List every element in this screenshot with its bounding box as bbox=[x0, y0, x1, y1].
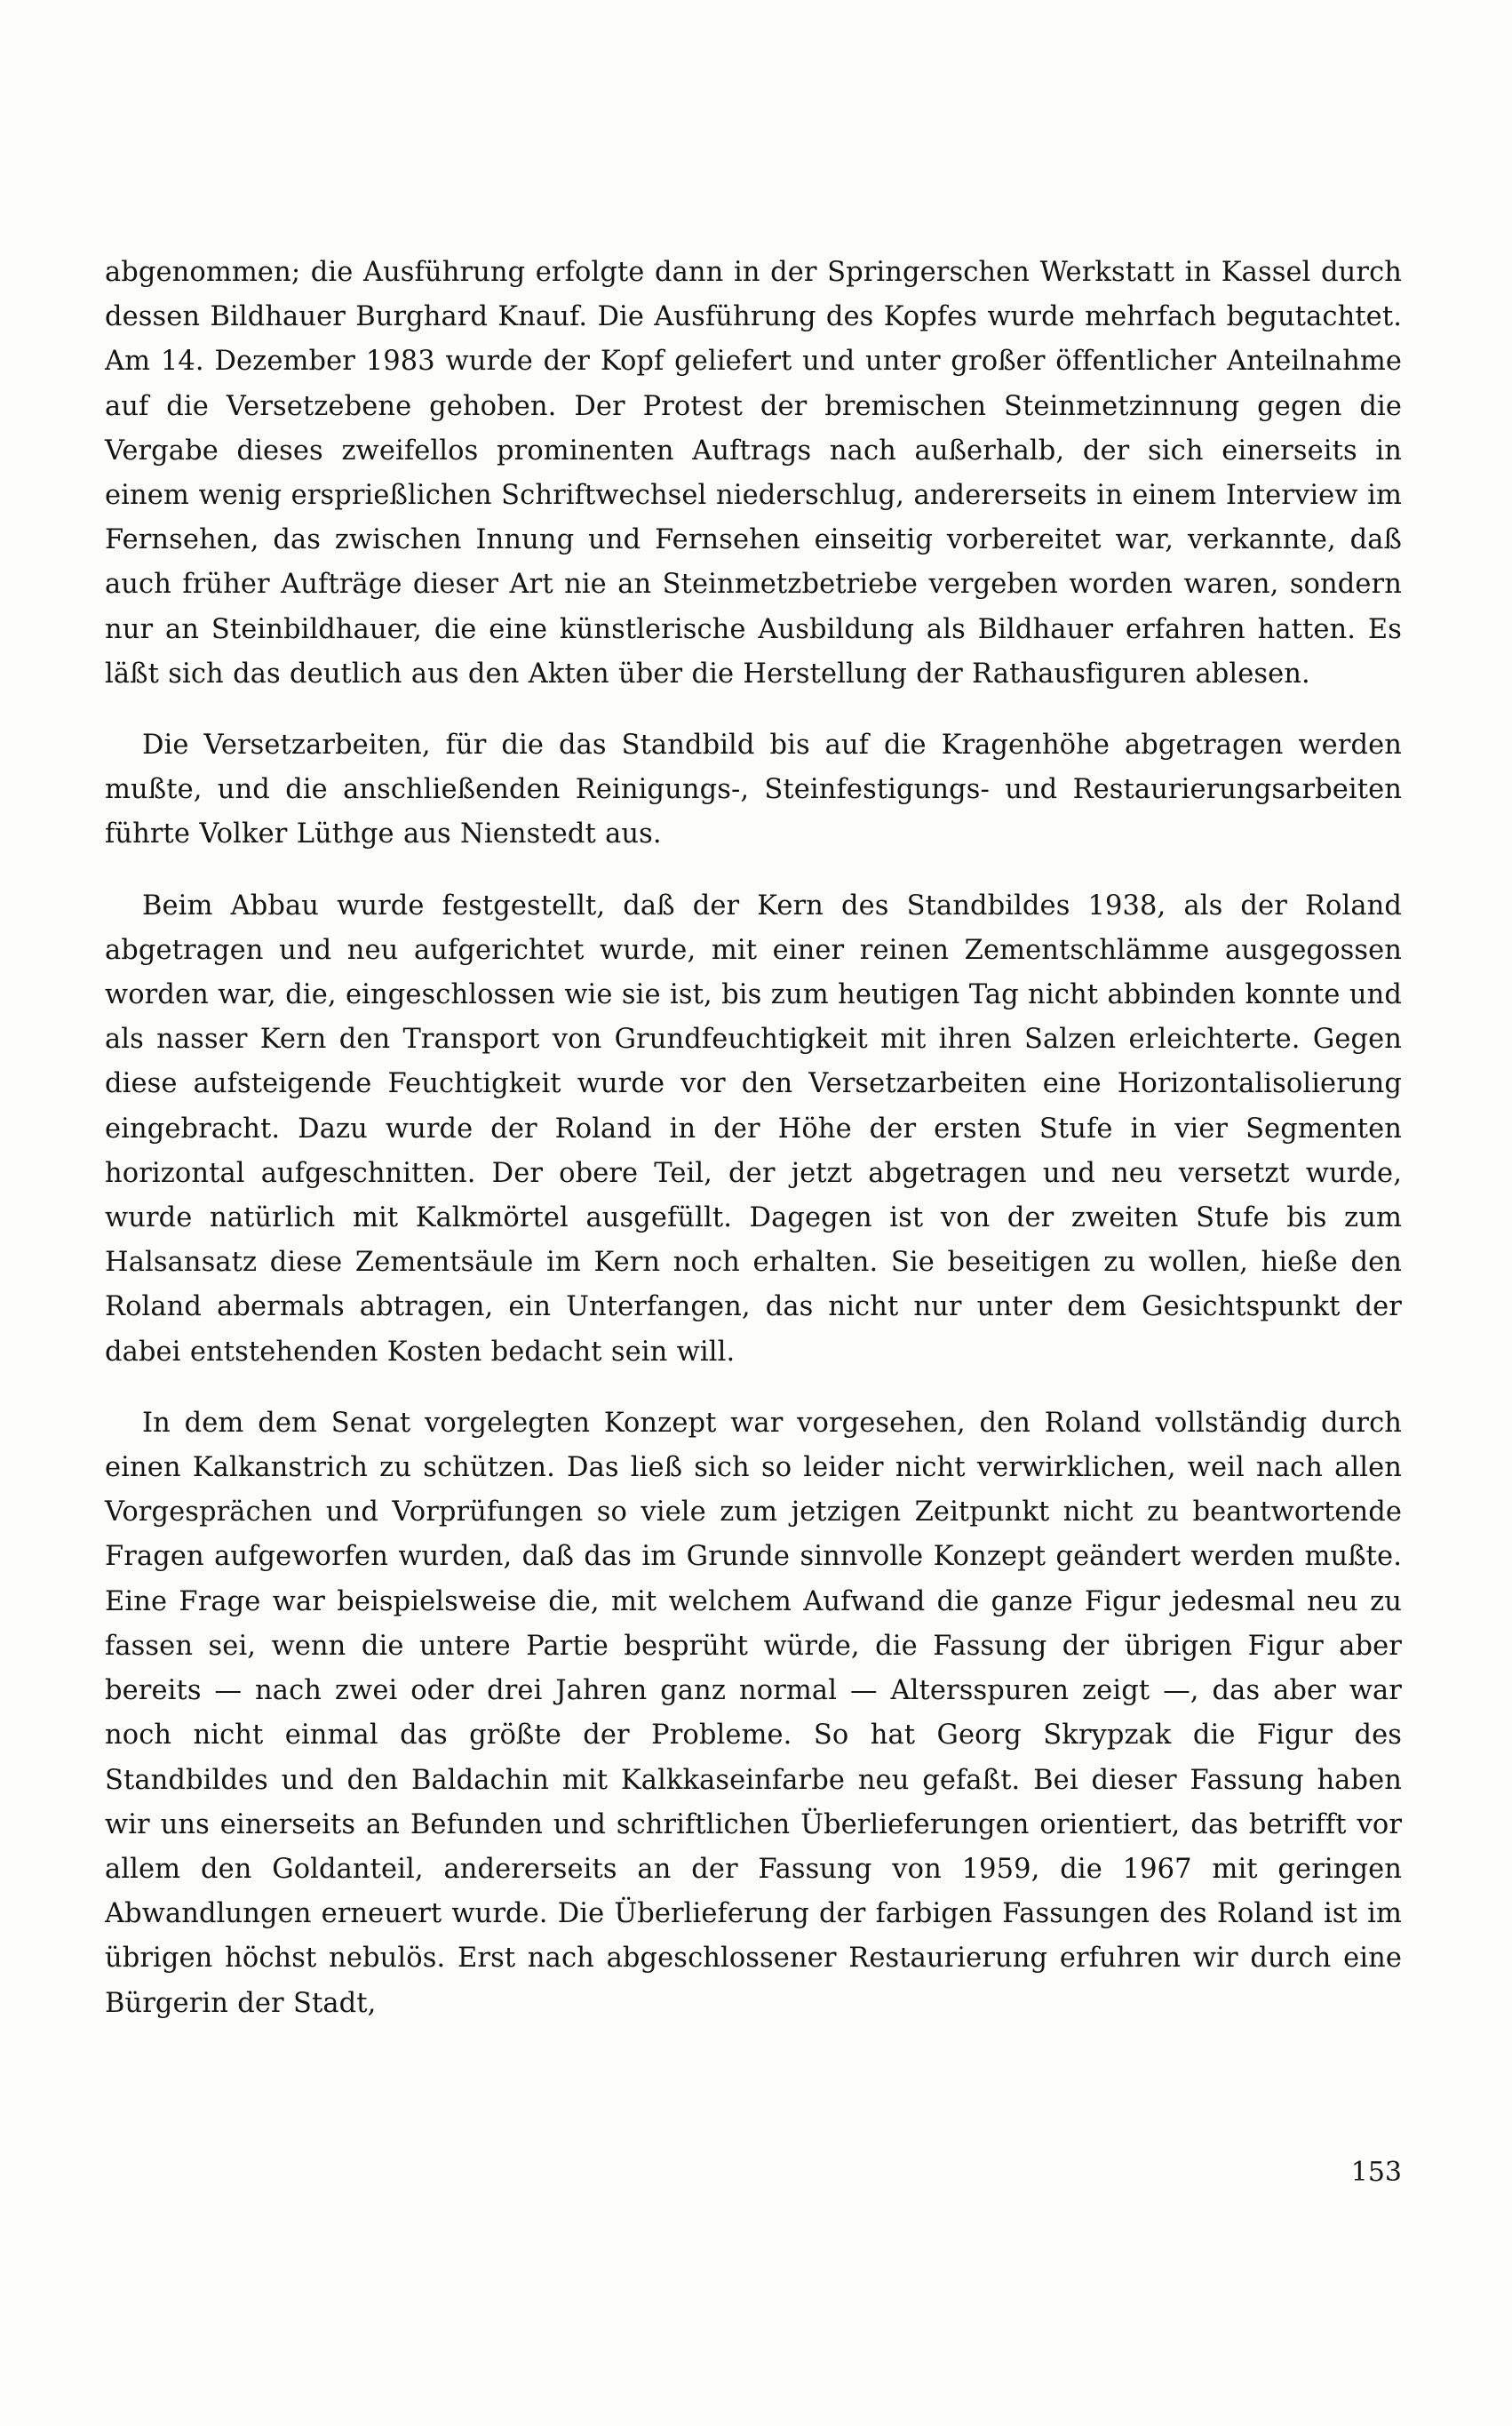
paragraph: Die Versetzarbeiten, für die das Standbild bis auf die Kragenhöhe abgetragen werden mußte, und die anschließenden Reinigungs-, Steinfestigungs- und Restaurierungsarbeiten führte Volker Lüthge aus Nienstedt aus. bbox=[105, 730, 1402, 850]
page-number: 153 bbox=[1350, 2157, 1402, 2188]
paragraph: In dem dem Senat vorgelegten Konzept war vorgesehen, den Roland vollständig durch einen Kalkanstrich zu schützen. Das ließ sich so leider nicht verwirklichen, weil nach allen Vorgesprächen und Vorprüfungen so viele zum jetzigen Zeitpunkt nicht zu beantwortende Fragen aufgeworfen wurden, daß das im Grunde sinnvolle Konzept geändert werden mußte. Eine Frage war beispielsweise die, mit welchem Aufwand die ganze Figur jedesmal neu zu fassen sei, wenn die untere Partie besprüht würde, die Fassung der übrigen Figur aber bereits — nach zwei oder drei Jahren ganz normal — Altersspuren zeigt —, das aber war noch nicht einmal das größte der Probleme. So hat Georg Skrypzak die Figur des Standbildes und den Baldachin mit Kalkkaseinfarbe neu gefaßt. Bei dieser Fassung haben wir uns einerseits an Befunden und schriftlichen Überlieferungen orientiert, das betrifft vor allem den Goldanteil, andererseits an der Fassung von 1959, die 1967 mit geringen Abwandlungen erneuert wurde. Die Überlieferung der farbigen Fassungen des Roland ist im übrigen höchst nebulös. Erst nach abgeschlossener Restaurierung erfuhren wir durch eine Bürgerin der Stadt, bbox=[105, 1407, 1402, 2019]
paragraph: Beim Abbau wurde festgestellt, daß der Kern des Standbildes 1938, als der Roland abgetragen und neu aufgerichtet wurde, mit einer reinen Zementschlämme ausgegossen worden war, die, eingeschlossen wie sie ist, bis zum heutigen Tag nicht abbinden konnte und als nasser Kern den Transport von Grundfeuchtigkeit mit ihren Salzen erleichterte. Gegen diese aufsteigende Feuchtigkeit wurde vor den Versetzarbeiten eine Horizontalisolierung eingebracht. Dazu wurde der Roland in der Höhe der ersten Stufe in vier Segmenten horizontal aufgeschnitten. Der obere Teil, der jetzt abgetragen und neu versetzt wurde, wurde natürlich mit Kalkmörtel ausgefüllt. Dagegen ist von der zweiten Stufe bis zum Halsansatz diese Zementsäule im Kern noch erhalten. Sie beseitigen zu wollen, hieße den Roland abermals abtragen, ein Unterfangen, das nicht nur unter dem Gesichtspunkt der dabei entstehenden Kosten bedacht sein will. bbox=[105, 890, 1402, 1368]
body-text bbox=[105, 251, 1402, 2026]
paragraph: abgenommen; die Ausführung erfolgte dann in der Springerschen Werkstatt in Kassel durch dessen Bildhauer Burghard Knauf. Die Ausführung des Kopfes wurde mehrfach begutachtet. Am 14. Dezember 1983 wurde der Kopf geliefert und unter großer öffentlicher Anteilnahme auf die Versetzebene gehoben. Der Protest der bremischen Steinmetzinnung gegen die Vergabe dieses zweifellos prominenten Auftrags nach außerhalb, der sich einerseits in einem wenig ersprießlichen Schriftwechsel niederschlug, andererseits in einem Interview im Fernsehen, das zwischen Innung und Fernsehen einseitig vorbereitet war, verkannte, daß auch früher Aufträge dieser Art nie an Steinmetzbetriebe vergeben worden waren, sondern nur an Steinbildhauer, die eine künstlerische Ausbildung als Bildhauer erfahren hatten. Es läßt sich das deutlich aus den Akten über die Herstellung der Rathausfiguren ablesen. bbox=[105, 257, 1402, 690]
